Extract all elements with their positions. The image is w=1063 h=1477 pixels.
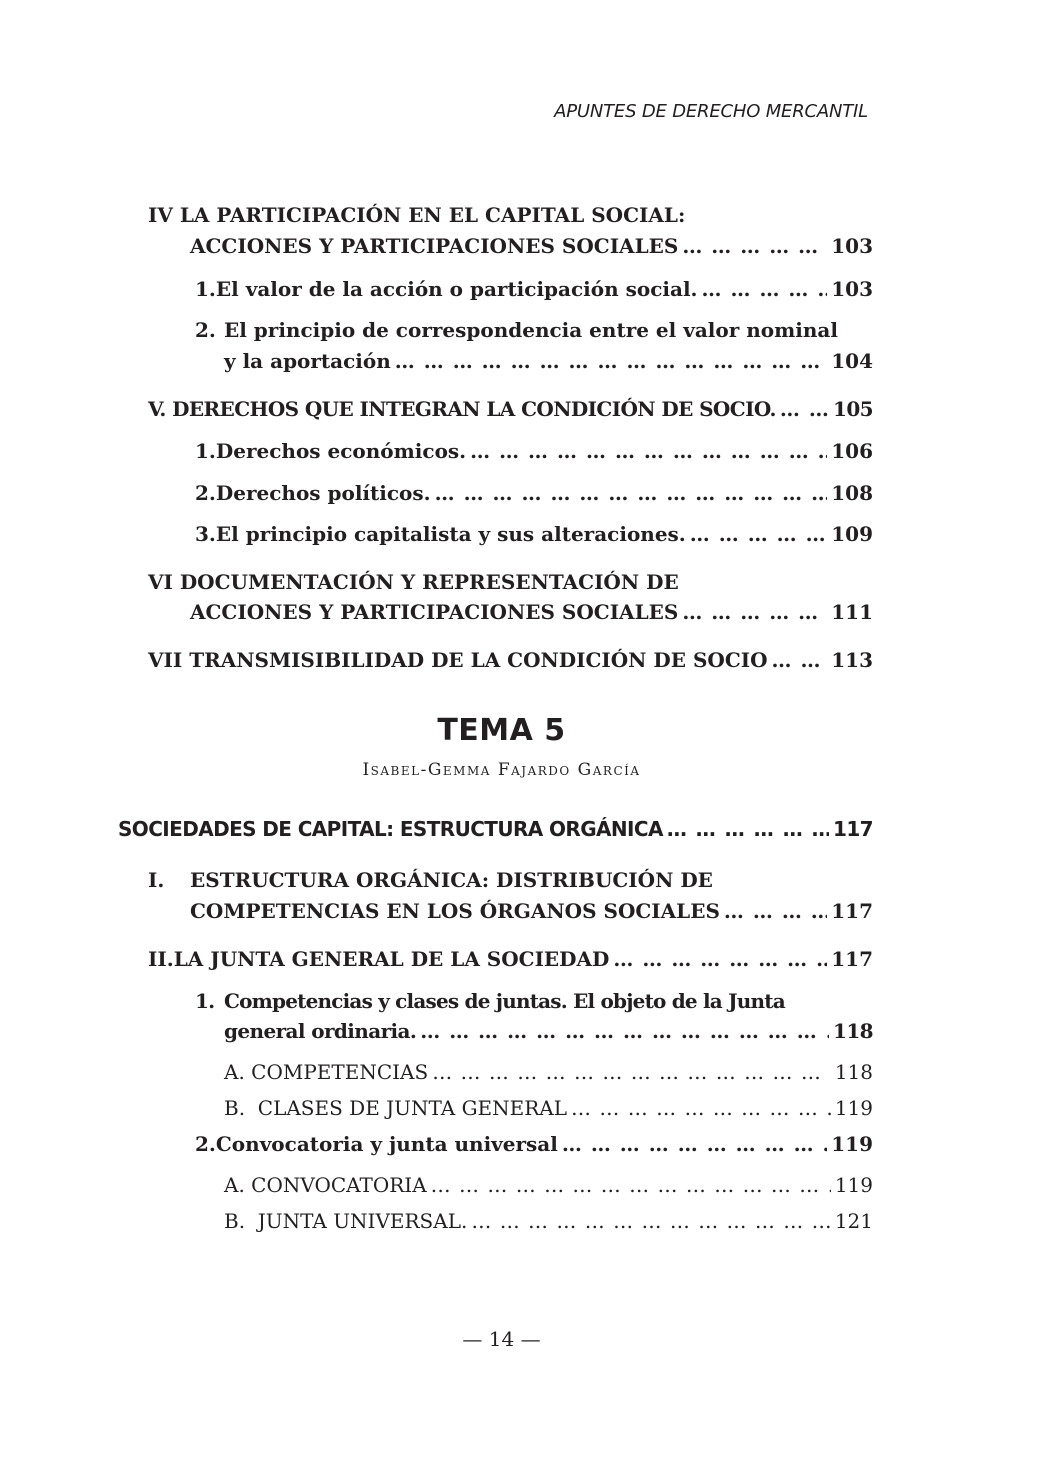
toc-entry-vi-line2: ACCIONES Y PARTICIPACIONES SOCIALES bbox=[190, 600, 679, 624]
toc-entry-number: 1. bbox=[195, 277, 216, 301]
chapter-title: TEMA 5 bbox=[437, 713, 566, 748]
toc-entry-vi[interactable] bbox=[190, 600, 873, 624]
toc-entry-ii-1[interactable] bbox=[224, 1019, 873, 1043]
toc-entry-title: A. CONVOCATORIA bbox=[224, 1173, 427, 1197]
toc-page-number: 119 bbox=[831, 1132, 873, 1156]
toc-page-number: 118 bbox=[834, 1060, 873, 1084]
toc-entry-ii[interactable] bbox=[148, 947, 873, 971]
toc-page-number: 106 bbox=[831, 439, 873, 463]
leader-dots bbox=[431, 1173, 831, 1197]
toc-entry-number: 3. bbox=[195, 522, 216, 546]
toc-page-number: 117 bbox=[831, 899, 873, 923]
toc-page-number: 108 bbox=[831, 481, 873, 505]
toc-page-number: 103 bbox=[831, 277, 873, 301]
running-head: APUNTES DE DERECHO MERCANTIL bbox=[554, 101, 868, 122]
toc-entry-number: I. bbox=[148, 868, 165, 892]
toc-page-number: 117 bbox=[833, 817, 873, 841]
toc-entry-v-2[interactable] bbox=[195, 481, 873, 505]
leader-dots bbox=[435, 481, 828, 505]
leader-dots bbox=[571, 1096, 831, 1120]
toc-page-number: 103 bbox=[831, 234, 873, 258]
toc-entry-vii[interactable] bbox=[148, 648, 873, 672]
toc-entry-title-cont: COMPETENCIAS EN LOS ÓRGANOS SOCIALES bbox=[190, 899, 720, 923]
toc-entry-number: 2. bbox=[195, 1132, 216, 1156]
toc-page-number: 111 bbox=[831, 600, 873, 624]
leader-dots bbox=[724, 899, 827, 923]
toc-entry-number: II. bbox=[148, 947, 174, 971]
toc-entry-title: LA JUNTA GENERAL DE LA SOCIEDAD bbox=[173, 947, 610, 971]
toc-entry-iv[interactable] bbox=[190, 234, 873, 258]
toc-entry-title: B. JUNTA UNIVERSAL. bbox=[224, 1209, 468, 1233]
toc-entry-number: 1. bbox=[195, 439, 216, 463]
leader-dots bbox=[420, 1019, 829, 1043]
toc-section-heading[interactable] bbox=[118, 817, 873, 841]
toc-entry-i[interactable] bbox=[190, 899, 873, 923]
leader-dots bbox=[702, 277, 828, 301]
toc-entry-ii-1-line1 bbox=[195, 989, 785, 1013]
toc-entry-title: ESTRUCTURA ORGÁNICA: DISTRIBUCIÓN DE bbox=[190, 868, 713, 892]
toc-entry-i-line1 bbox=[148, 868, 713, 892]
toc-page-number: 118 bbox=[833, 1019, 873, 1043]
toc-entry-number: 2. bbox=[195, 481, 216, 505]
toc-entry-title: B. CLASES DE JUNTA GENERAL bbox=[224, 1096, 568, 1120]
toc-page-number: 113 bbox=[831, 648, 873, 672]
toc-entry-vi-line1: VI DOCUMENTACIÓN Y REPRESENTACIÓN DE bbox=[148, 570, 679, 594]
toc-subentry-convocatoria[interactable] bbox=[224, 1173, 873, 1197]
toc-entry-number: 1. bbox=[195, 989, 215, 1013]
toc-entry-title: El valor de la acción o participación social. bbox=[215, 277, 698, 301]
toc-entry-title: V. DERECHOS QUE INTEGRAN LA CONDICIÓN DE SOCIO. bbox=[148, 397, 776, 421]
page-number-footer: — 14 — bbox=[462, 1327, 541, 1351]
leader-dots bbox=[395, 349, 827, 373]
toc-entry-title: El principio de correspondencia entre el valor nominal bbox=[224, 318, 838, 342]
toc-entry-iv-2[interactable] bbox=[224, 349, 873, 373]
toc-entry-iv-line1: IV LA PARTICIPACIÓN EN EL CAPITAL SOCIAL: bbox=[148, 203, 686, 227]
chapter-author: Isabel-Gemma Fajardo García bbox=[362, 760, 641, 780]
toc-entry-title: VII TRANSMISIBILIDAD DE LA CONDICIÓN DE SOCIO bbox=[148, 648, 768, 672]
leader-dots bbox=[432, 1060, 831, 1084]
toc-entry-title-cont: general ordinaria. bbox=[224, 1019, 417, 1043]
leader-dots bbox=[682, 234, 827, 258]
leader-dots bbox=[470, 439, 827, 463]
leader-dots bbox=[471, 1209, 830, 1233]
toc-entry-title: Derechos políticos. bbox=[215, 481, 431, 505]
toc-page-number: 104 bbox=[831, 349, 873, 373]
leader-dots bbox=[667, 817, 829, 841]
leader-dots bbox=[682, 600, 827, 624]
toc-entry-iv-2-line1 bbox=[195, 318, 838, 342]
toc-page-number: 119 bbox=[834, 1173, 873, 1197]
toc-subentry-junta-universal[interactable] bbox=[224, 1209, 873, 1233]
toc-entry-v-3[interactable] bbox=[195, 522, 873, 546]
toc-entry-title: Derechos económicos. bbox=[215, 439, 467, 463]
leader-dots bbox=[562, 1132, 827, 1156]
toc-page-number: 121 bbox=[834, 1209, 873, 1233]
toc-entry-ii-2[interactable] bbox=[195, 1132, 873, 1156]
leader-dots bbox=[772, 648, 828, 672]
toc-subentry-clases[interactable] bbox=[224, 1096, 873, 1120]
leader-dots bbox=[780, 397, 829, 421]
toc-subentry-competencias[interactable] bbox=[224, 1060, 873, 1084]
toc-entry-iv-line2: ACCIONES Y PARTICIPACIONES SOCIALES bbox=[190, 234, 679, 258]
toc-entry-title: SOCIEDADES DE CAPITAL: ESTRUCTURA ORGÁNICA bbox=[118, 817, 663, 841]
toc-page-number: 117 bbox=[831, 947, 873, 971]
toc-entry-title: Convocatoria y junta universal bbox=[215, 1132, 558, 1156]
toc-entry-title-cont: y la aportación bbox=[224, 349, 391, 373]
toc-entry-title: El principio capitalista y sus alteraciones. bbox=[215, 522, 686, 546]
toc-entry-v-1[interactable] bbox=[195, 439, 873, 463]
toc-page-number: 109 bbox=[831, 522, 873, 546]
leader-dots bbox=[613, 947, 827, 971]
toc-page-number: 105 bbox=[833, 397, 873, 421]
toc-page-number: 119 bbox=[834, 1096, 873, 1120]
leader-dots bbox=[690, 522, 827, 546]
toc-entry-title: A. COMPETENCIAS bbox=[224, 1060, 429, 1084]
toc-entry-v[interactable] bbox=[148, 397, 873, 421]
toc-entry-number: 2. bbox=[195, 318, 216, 342]
toc-entry-iv-1[interactable] bbox=[195, 277, 873, 301]
toc-entry-title: Competencias y clases de juntas. El objeto de la Junta bbox=[224, 989, 785, 1013]
